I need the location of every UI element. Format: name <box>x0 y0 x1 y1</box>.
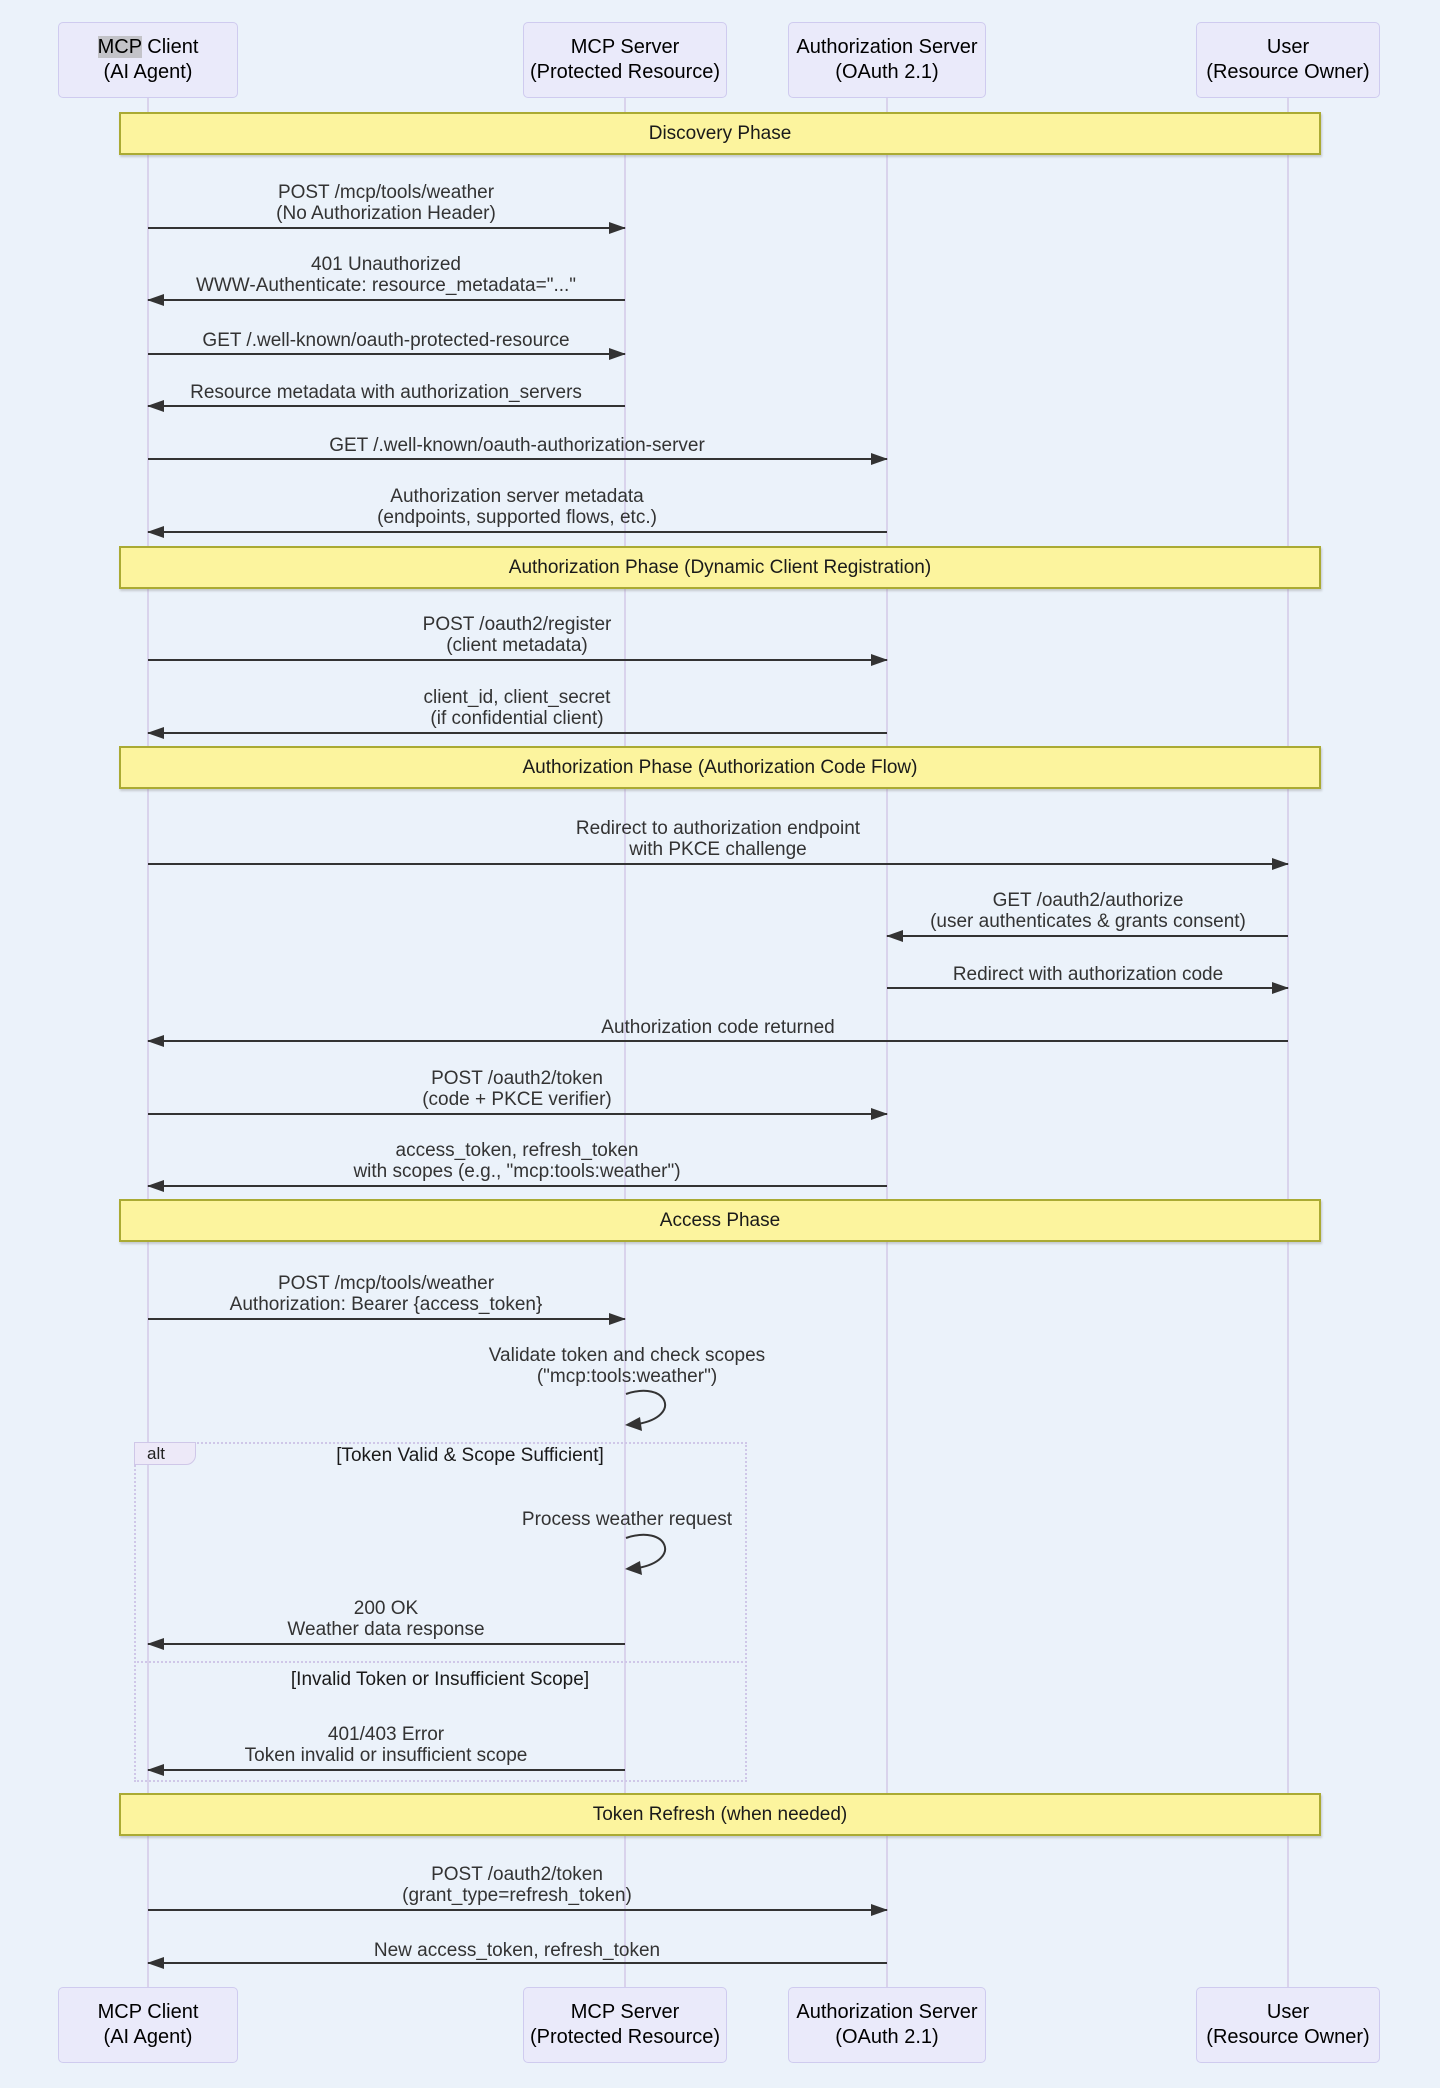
message-text: client_id, client_secret (if confidential client) <box>423 687 611 729</box>
message-arrow <box>148 299 625 301</box>
phase-access: Access Phase <box>119 1199 1321 1242</box>
actor-user-bottom <box>1196 1987 1380 2063</box>
arrowhead-right-icon <box>609 348 626 360</box>
actor-user-top <box>1196 22 1380 98</box>
message-text: POST /oauth2/token (grant_type=refresh_token) <box>402 1864 632 1906</box>
arrowhead-left-icon <box>147 727 164 739</box>
message-arrow <box>148 1318 625 1320</box>
phase-dynamic-client-registration: Authorization Phase (Dynamic Client Registration) <box>119 546 1321 589</box>
actor-auth-server-bottom <box>788 1987 986 2063</box>
arrowhead-right-icon <box>609 222 626 234</box>
alt-guard-1: [Token Valid & Scope Sufficient] <box>336 1445 604 1466</box>
arrowhead-right-icon <box>871 453 888 465</box>
message-arrow <box>148 1643 625 1645</box>
message-arrow <box>148 1185 887 1187</box>
message-text: Redirect to authorization endpoint with PKCE challenge <box>575 818 861 860</box>
message-text: New access_token, refresh_token <box>373 1940 661 1961</box>
actor-sublabel: (AI Agent) <box>103 2026 193 2048</box>
message-arrow <box>148 863 1288 865</box>
actor-label: MCP Client <box>97 36 199 58</box>
phase-discovery: Discovery Phase <box>119 112 1321 155</box>
message-text: Redirect with authorization code <box>952 964 1224 985</box>
actor-sublabel: (Resource Owner) <box>1206 2026 1370 2048</box>
actor-mcp-client-bottom <box>58 1987 238 2063</box>
arrowhead-left-icon <box>147 400 164 412</box>
message-text: POST /mcp/tools/weather (No Authorization Header) <box>276 182 496 224</box>
self-message-text: Process weather request <box>521 1509 733 1530</box>
actor-sublabel: (Protected Resource) <box>529 61 721 83</box>
arrowhead-left-icon <box>147 294 164 306</box>
message-arrow <box>148 353 625 355</box>
actor-sublabel: (OAuth 2.1) <box>835 61 939 83</box>
actor-label: Authorization Server <box>796 2001 978 2023</box>
message-arrow <box>148 227 625 229</box>
message-text: POST /mcp/tools/weather Authorization: Bearer {access_token} <box>229 1273 543 1315</box>
alt-label: alt <box>134 1442 196 1465</box>
message-arrow <box>887 935 1288 937</box>
message-text: GET /.well-known/oauth-protected-resource <box>202 330 570 351</box>
arrowhead-left-icon <box>147 1764 164 1776</box>
actor-mcp-server-bottom <box>523 1987 727 2063</box>
actor-label: Authorization Server <box>796 36 978 58</box>
lifeline-auth-server <box>886 98 888 1987</box>
actor-label: MCP Client <box>97 2001 199 2023</box>
phase-token-refresh: Token Refresh (when needed) <box>119 1793 1321 1836</box>
message-arrow <box>148 1962 887 1964</box>
arrowhead-left-icon <box>147 1035 164 1047</box>
message-text: POST /oauth2/token (code + PKCE verifier) <box>422 1068 612 1110</box>
message-text: GET /.well-known/oauth-authorization-server <box>329 435 705 456</box>
message-text: 200 OK Weather data response <box>287 1598 485 1640</box>
message-arrow <box>887 987 1288 989</box>
message-arrow <box>148 732 887 734</box>
alt-guard-2: [Invalid Token or Insufficient Scope] <box>290 1669 590 1690</box>
arrowhead-left-icon <box>147 1638 164 1650</box>
actor-label: User <box>1266 2001 1310 2023</box>
actor-label: MCP Server <box>570 2001 680 2023</box>
message-arrow <box>148 531 887 533</box>
message-text: Authorization server metadata (endpoints, supported flows, etc.) <box>377 486 657 528</box>
self-loop-arrow <box>625 1530 683 1578</box>
message-text: 401/403 Error Token invalid or insufficient scope <box>244 1724 528 1766</box>
arrowhead-right-icon <box>871 1108 888 1120</box>
arrowhead-right-icon <box>1272 982 1289 994</box>
lifeline-user <box>1287 98 1289 1987</box>
arrowhead-left-icon <box>886 930 903 942</box>
actor-sublabel: (OAuth 2.1) <box>835 2026 939 2048</box>
message-text: POST /oauth2/register (client metadata) <box>422 614 612 656</box>
actor-auth-server-top <box>788 22 986 98</box>
message-text: GET /oauth2/authorize (user authenticates & grants consent) <box>930 890 1246 932</box>
actor-sublabel: (AI Agent) <box>103 61 193 83</box>
message-text: Authorization code returned <box>601 1017 835 1038</box>
message-arrow <box>148 1769 625 1771</box>
self-loop-arrow <box>625 1386 683 1434</box>
actor-label: User <box>1266 36 1310 58</box>
message-arrow <box>148 1040 1288 1042</box>
message-arrow <box>148 1909 887 1911</box>
actor-mcp-server-top <box>523 22 727 98</box>
message-text: access_token, refresh_token with scopes (e.g., "mcp:tools:weather") <box>353 1140 681 1182</box>
actor-mcp-client-top <box>58 22 238 98</box>
selected-text: MCP <box>97 36 142 58</box>
actor-sublabel: (Protected Resource) <box>529 2026 721 2048</box>
message-text: 401 Unauthorized WWW-Authenticate: resource_metadata="..." <box>195 254 577 296</box>
phase-authorization-code-flow: Authorization Phase (Authorization Code Flow) <box>119 746 1321 789</box>
arrowhead-right-icon <box>609 1313 626 1325</box>
actor-sublabel: (Resource Owner) <box>1206 61 1370 83</box>
arrowhead-right-icon <box>1272 858 1289 870</box>
alt-divider <box>134 1661 747 1663</box>
message-arrow <box>148 458 887 460</box>
message-arrow <box>148 659 887 661</box>
arrowhead-right-icon <box>871 654 888 666</box>
message-arrow <box>148 1113 887 1115</box>
arrowhead-left-icon <box>147 526 164 538</box>
self-message-text: Validate token and check scopes ("mcp:tools:weather") <box>488 1345 766 1387</box>
actor-label: MCP Server <box>570 36 680 58</box>
arrowhead-right-icon <box>871 1904 888 1916</box>
arrowhead-left-icon <box>147 1957 164 1969</box>
message-arrow <box>148 405 625 407</box>
message-text: Resource metadata with authorization_servers <box>190 382 582 403</box>
arrowhead-left-icon <box>147 1180 164 1192</box>
